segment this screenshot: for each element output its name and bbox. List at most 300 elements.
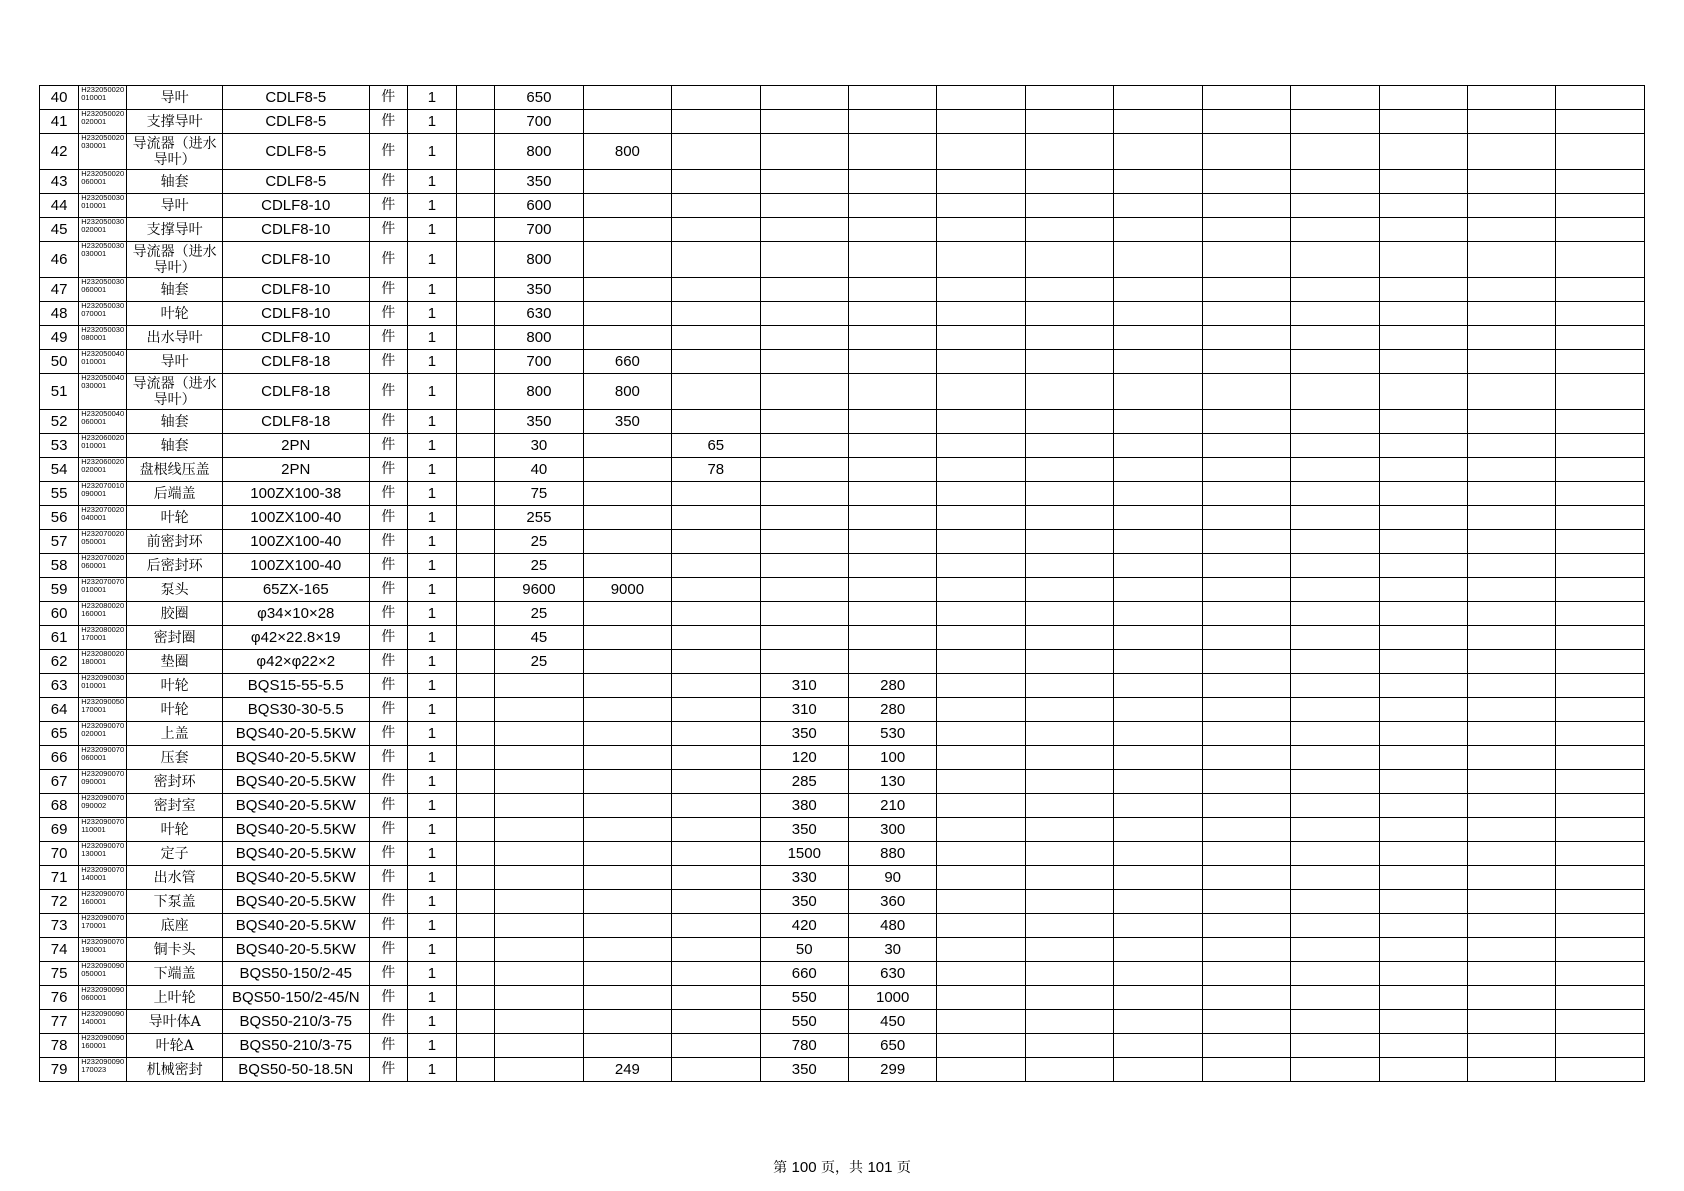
value-col-2: 800 [495,374,583,410]
material-code: H232090070020001 [79,722,127,746]
model-spec: BQS30-30-5.5 [222,698,369,722]
unit: 件 [369,110,407,134]
part-name: 底座 [127,914,222,938]
table-row [40,866,1645,890]
value-col-1 [457,350,495,374]
value-col-3 [583,722,671,746]
value-col-5 [760,134,848,170]
unit: 件 [369,746,407,770]
empty-cell [1025,482,1113,506]
empty-cell [1556,746,1645,770]
empty-cell [1291,626,1379,650]
empty-cell [1379,578,1467,602]
empty-cell [1202,722,1290,746]
value-col-2: 25 [495,554,583,578]
quantity: 1 [407,134,456,170]
empty-cell [937,962,1025,986]
empty-cell [1468,1010,1556,1034]
table-row [40,482,1645,506]
value-col-5 [760,218,848,242]
material-code: H232050030080001 [79,326,127,350]
empty-cell [1556,674,1645,698]
empty-cell [1468,110,1556,134]
empty-cell [1025,722,1113,746]
value-col-5 [760,458,848,482]
value-col-4 [672,554,760,578]
value-col-3 [583,506,671,530]
empty-cell [937,578,1025,602]
value-col-6 [848,410,936,434]
unit: 件 [369,1034,407,1058]
value-col-4 [672,242,760,278]
value-col-5: 330 [760,866,848,890]
empty-cell [1379,482,1467,506]
value-col-5 [760,530,848,554]
empty-cell [1556,1010,1645,1034]
footer-prefix: 第 [773,1160,792,1176]
empty-cell [1556,962,1645,986]
empty-cell [1556,530,1645,554]
row-number: 50 [40,350,79,374]
empty-cell [937,326,1025,350]
empty-cell [937,938,1025,962]
empty-cell [937,794,1025,818]
value-col-4: 78 [672,458,760,482]
row-number: 77 [40,1010,79,1034]
value-col-6: 360 [848,890,936,914]
model-spec: BQS15-55-5.5 [222,674,369,698]
empty-cell [1114,698,1202,722]
empty-cell [1114,674,1202,698]
table-row [40,578,1645,602]
material-code: H232090050170001 [79,698,127,722]
empty-cell [1114,326,1202,350]
empty-cell [1025,410,1113,434]
empty-cell [1379,218,1467,242]
unit: 件 [369,410,407,434]
table-row [40,842,1645,866]
empty-cell [1114,374,1202,410]
empty-cell [1291,722,1379,746]
empty-cell [1468,866,1556,890]
row-number: 59 [40,578,79,602]
value-col-1 [457,302,495,326]
row-number: 56 [40,506,79,530]
value-col-3 [583,650,671,674]
table-row [40,938,1645,962]
row-number: 66 [40,746,79,770]
unit: 件 [369,434,407,458]
unit: 件 [369,986,407,1010]
table-row [40,350,1645,374]
unit: 件 [369,326,407,350]
table-row [40,374,1645,410]
quantity: 1 [407,722,456,746]
value-col-4 [672,722,760,746]
empty-cell [1468,506,1556,530]
table-row [40,794,1645,818]
empty-cell [1556,434,1645,458]
empty-cell [1379,326,1467,350]
empty-cell [1556,110,1645,134]
empty-cell [937,530,1025,554]
empty-cell [1202,350,1290,374]
empty-cell [1202,986,1290,1010]
table-row [40,218,1645,242]
material-code: H232050020010001 [79,86,127,110]
empty-cell [1202,242,1290,278]
value-col-2 [495,794,583,818]
empty-cell [937,110,1025,134]
value-col-4 [672,410,760,434]
value-col-3: 800 [583,134,671,170]
model-spec: 100ZX100-38 [222,482,369,506]
table-row [40,722,1645,746]
empty-cell [1202,110,1290,134]
value-col-4 [672,842,760,866]
empty-cell [1025,374,1113,410]
value-col-1 [457,218,495,242]
value-col-3 [583,302,671,326]
unit: 件 [369,1058,407,1082]
empty-cell [1556,626,1645,650]
empty-cell [937,890,1025,914]
part-name: 导流器（进水导叶） [127,134,222,170]
empty-cell [1468,890,1556,914]
value-col-4 [672,818,760,842]
empty-cell [937,674,1025,698]
part-name: 上盖 [127,722,222,746]
table-row [40,302,1645,326]
value-col-3 [583,554,671,578]
material-code: H232050030010001 [79,194,127,218]
empty-cell [937,842,1025,866]
material-code: H232050040030001 [79,374,127,410]
row-number: 63 [40,674,79,698]
empty-cell [1291,530,1379,554]
empty-cell [1468,962,1556,986]
empty-cell [1291,914,1379,938]
value-col-1 [457,482,495,506]
quantity: 1 [407,374,456,410]
value-col-5: 350 [760,818,848,842]
value-col-4 [672,866,760,890]
value-col-5 [760,242,848,278]
row-number: 65 [40,722,79,746]
empty-cell [1114,278,1202,302]
value-col-1 [457,794,495,818]
row-number: 58 [40,554,79,578]
value-col-2: 700 [495,218,583,242]
value-col-1 [457,170,495,194]
empty-cell [1468,914,1556,938]
empty-cell [1202,218,1290,242]
empty-cell [1468,578,1556,602]
quantity: 1 [407,218,456,242]
value-col-1 [457,374,495,410]
value-col-6 [848,86,936,110]
row-number: 60 [40,602,79,626]
model-spec: φ42×φ22×2 [222,650,369,674]
row-number: 71 [40,866,79,890]
empty-cell [1025,1058,1113,1082]
empty-cell [1114,1058,1202,1082]
quantity: 1 [407,86,456,110]
quantity: 1 [407,410,456,434]
empty-cell [1468,626,1556,650]
empty-cell [1468,986,1556,1010]
material-code: H232090090160001 [79,1034,127,1058]
unit: 件 [369,1010,407,1034]
empty-cell [1379,110,1467,134]
empty-cell [937,818,1025,842]
empty-cell [1114,986,1202,1010]
empty-cell [937,698,1025,722]
value-col-2 [495,722,583,746]
model-spec: BQS40-20-5.5KW [222,938,369,962]
empty-cell [1114,458,1202,482]
value-col-1 [457,698,495,722]
empty-cell [1025,938,1113,962]
empty-cell [1556,650,1645,674]
value-col-4 [672,986,760,1010]
material-code: H232090070170001 [79,914,127,938]
model-spec: CDLF8-10 [222,278,369,302]
empty-cell [1114,1010,1202,1034]
empty-cell [1468,350,1556,374]
model-spec: BQS40-20-5.5KW [222,890,369,914]
empty-cell [1025,506,1113,530]
empty-cell [1468,194,1556,218]
value-col-1 [457,722,495,746]
value-col-6 [848,578,936,602]
value-col-4 [672,506,760,530]
empty-cell [1468,278,1556,302]
row-number: 52 [40,410,79,434]
part-name: 轴套 [127,170,222,194]
value-col-4 [672,1058,760,1082]
value-col-4 [672,770,760,794]
row-number: 73 [40,914,79,938]
empty-cell [1202,674,1290,698]
material-code: H232070020050001 [79,530,127,554]
empty-cell [1291,242,1379,278]
part-name: 支撑导叶 [127,110,222,134]
empty-cell [1291,302,1379,326]
part-name: 铜卡头 [127,938,222,962]
empty-cell [937,350,1025,374]
quantity: 1 [407,110,456,134]
value-col-2 [495,818,583,842]
quantity: 1 [407,1058,456,1082]
value-col-4 [672,650,760,674]
value-col-1 [457,86,495,110]
value-col-3 [583,218,671,242]
material-code: H232050040010001 [79,350,127,374]
row-number: 69 [40,818,79,842]
part-name: 出水管 [127,866,222,890]
empty-cell [1291,866,1379,890]
unit: 件 [369,602,407,626]
empty-cell [1291,842,1379,866]
empty-cell [937,506,1025,530]
empty-cell [1025,326,1113,350]
value-col-6: 130 [848,770,936,794]
unit: 件 [369,458,407,482]
value-col-2 [495,914,583,938]
empty-cell [1291,374,1379,410]
value-col-1 [457,842,495,866]
value-col-6 [848,326,936,350]
part-name: 支撑导叶 [127,218,222,242]
quantity: 1 [407,242,456,278]
value-col-2: 30 [495,434,583,458]
empty-cell [1556,242,1645,278]
empty-cell [937,914,1025,938]
value-col-3 [583,938,671,962]
empty-cell [1291,434,1379,458]
material-code: H232090090170023 [79,1058,127,1082]
empty-cell [937,1010,1025,1034]
empty-cell [1202,938,1290,962]
table-row [40,626,1645,650]
value-col-2 [495,890,583,914]
value-col-5: 310 [760,698,848,722]
empty-cell [1291,602,1379,626]
unit: 件 [369,278,407,302]
value-col-1 [457,626,495,650]
footer-middle: 页，共 [816,1160,868,1176]
row-number: 40 [40,86,79,110]
value-col-2: 350 [495,278,583,302]
empty-cell [1379,458,1467,482]
value-col-4 [672,110,760,134]
value-col-5 [760,554,848,578]
empty-cell [1291,650,1379,674]
value-col-4 [672,218,760,242]
material-code: H232090070060001 [79,746,127,770]
part-name: 定子 [127,842,222,866]
empty-cell [1556,410,1645,434]
row-number: 64 [40,698,79,722]
empty-cell [1291,326,1379,350]
empty-cell [1025,170,1113,194]
table-row [40,506,1645,530]
empty-cell [1114,530,1202,554]
quantity: 1 [407,890,456,914]
empty-cell [1291,1010,1379,1034]
value-col-1 [457,818,495,842]
model-spec: φ34×10×28 [222,602,369,626]
unit: 件 [369,242,407,278]
empty-cell [1025,962,1113,986]
model-spec: 100ZX100-40 [222,506,369,530]
current-page-number: 100 [791,1159,817,1176]
empty-cell [1379,842,1467,866]
value-col-1 [457,962,495,986]
value-col-2: 800 [495,134,583,170]
empty-cell [1379,554,1467,578]
table-row [40,242,1645,278]
empty-cell [1291,1034,1379,1058]
value-col-6: 100 [848,746,936,770]
value-col-6 [848,458,936,482]
empty-cell [1379,134,1467,170]
row-number: 72 [40,890,79,914]
empty-cell [1379,626,1467,650]
empty-cell [1114,410,1202,434]
value-col-3: 800 [583,374,671,410]
empty-cell [1291,278,1379,302]
empty-cell [1556,458,1645,482]
value-col-2 [495,746,583,770]
value-col-5: 120 [760,746,848,770]
value-col-4 [672,374,760,410]
value-col-5 [760,350,848,374]
row-number: 78 [40,1034,79,1058]
empty-cell [1556,554,1645,578]
value-col-1 [457,326,495,350]
unit: 件 [369,938,407,962]
value-col-6: 630 [848,962,936,986]
empty-cell [1379,674,1467,698]
table-row [40,1010,1645,1034]
value-col-2 [495,866,583,890]
empty-cell [1556,134,1645,170]
parts-price-table [39,85,1645,1082]
value-col-1 [457,938,495,962]
value-col-3 [583,914,671,938]
empty-cell [1556,866,1645,890]
value-col-5: 550 [760,1010,848,1034]
model-spec: CDLF8-5 [222,170,369,194]
row-number: 53 [40,434,79,458]
table-row [40,134,1645,170]
value-col-2: 600 [495,194,583,218]
empty-cell [1114,170,1202,194]
value-col-1 [457,578,495,602]
value-col-5 [760,578,848,602]
empty-cell [1291,938,1379,962]
empty-cell [1114,842,1202,866]
empty-cell [1468,86,1556,110]
part-name: 叶轮 [127,302,222,326]
value-col-5: 380 [760,794,848,818]
empty-cell [1025,818,1113,842]
quantity: 1 [407,1034,456,1058]
value-col-3 [583,326,671,350]
empty-cell [1556,170,1645,194]
empty-cell [1556,602,1645,626]
empty-cell [1025,302,1113,326]
value-col-2 [495,842,583,866]
empty-cell [1025,134,1113,170]
part-name: 前密封环 [127,530,222,554]
table-row [40,1034,1645,1058]
empty-cell [1025,530,1113,554]
part-name: 机械密封 [127,1058,222,1082]
empty-cell [1202,602,1290,626]
value-col-2: 650 [495,86,583,110]
unit: 件 [369,194,407,218]
empty-cell [1556,914,1645,938]
row-number: 55 [40,482,79,506]
empty-cell [1291,746,1379,770]
row-number: 43 [40,170,79,194]
empty-cell [1291,506,1379,530]
empty-cell [1202,866,1290,890]
value-col-6: 480 [848,914,936,938]
